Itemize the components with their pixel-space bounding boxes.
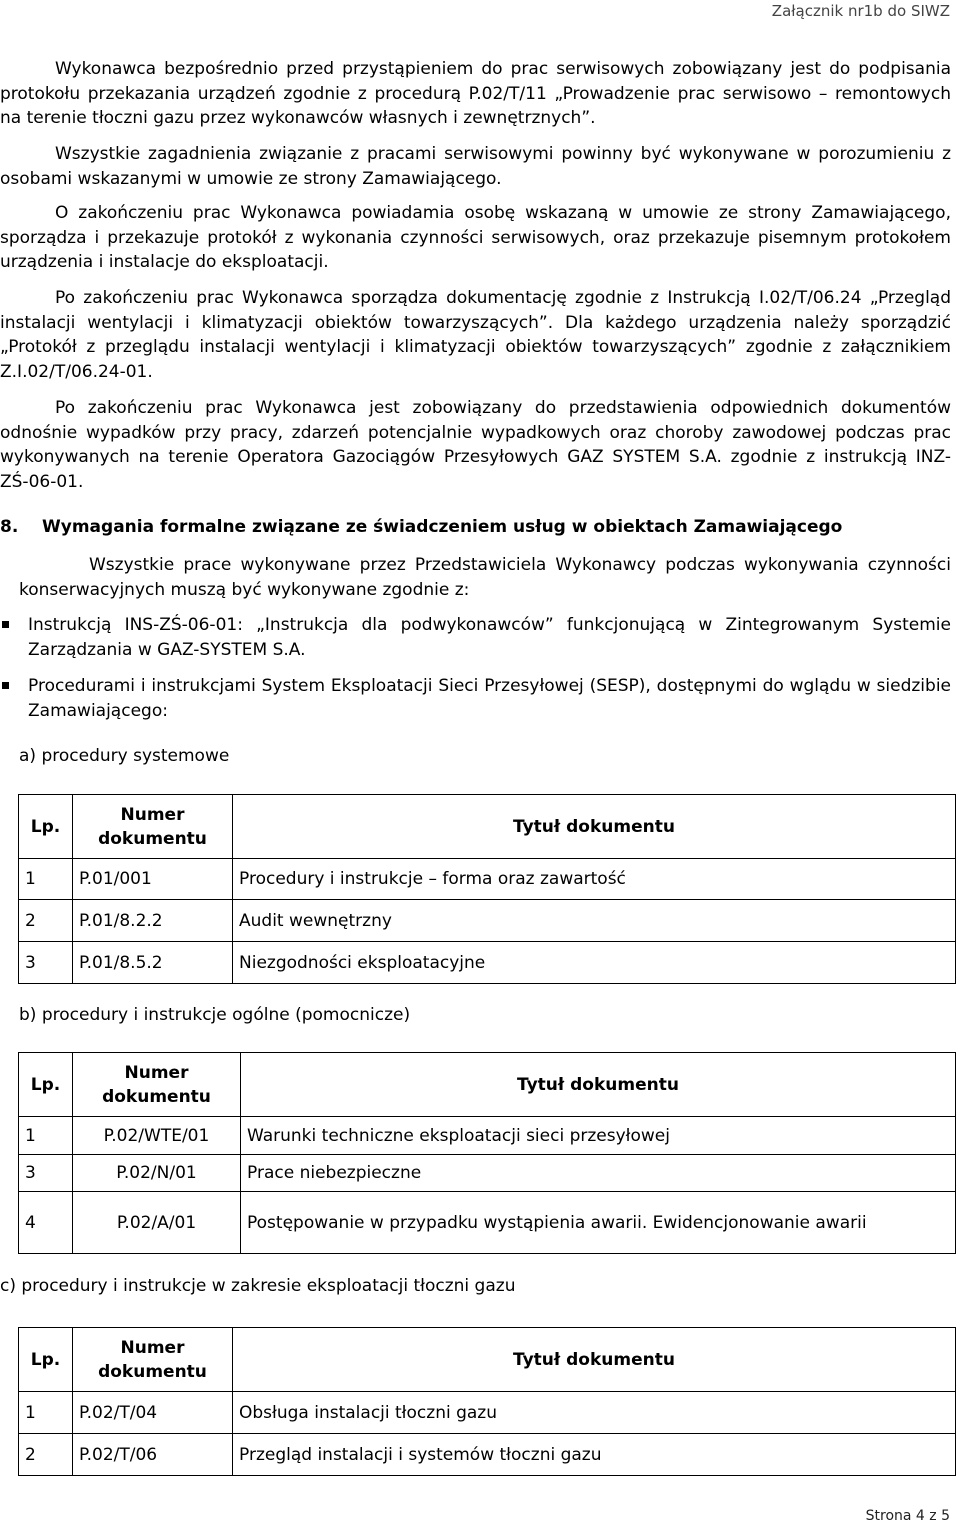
table-cell: Niezgodności eksploatacyjne xyxy=(233,942,956,984)
table-cell: P.01/8.5.2 xyxy=(73,942,233,984)
list-item xyxy=(0,613,951,662)
table-row xyxy=(19,900,956,942)
list-item-text: Instrukcją INS-ZŚ-06-01: „Instrukcja dla podwykonawców” funkcjonującą w Zintegrowanym Systemie Zarządzania w GAZ-SYSTEM S.A. xyxy=(28,615,951,660)
bullet-square-icon xyxy=(2,621,9,628)
table-system-procedures xyxy=(18,794,956,984)
column-header: Tytuł dokumentu xyxy=(241,1053,956,1117)
table-cell: Przegląd instalacji i systemów tłoczni gazu xyxy=(233,1434,956,1476)
table-cell: 3 xyxy=(19,942,73,984)
table-cell: 2 xyxy=(19,900,73,942)
section-heading xyxy=(0,517,842,537)
attachment-note: Załącznik nr1b do SIWZ xyxy=(771,2,950,20)
section-title: Wymagania formalne związane ze świadczeniem usług w obiektach Zamawiającego xyxy=(42,517,843,537)
table-cell: 3 xyxy=(19,1155,73,1192)
list-item xyxy=(0,674,951,723)
table-cell: P.01/8.2.2 xyxy=(73,900,233,942)
table-caption-a: a) procedury systemowe xyxy=(19,746,230,766)
table-cell: 1 xyxy=(19,1117,73,1155)
column-header: Lp. xyxy=(19,795,73,859)
table-row xyxy=(19,859,956,900)
table-header-row xyxy=(19,1328,956,1392)
paragraph-completion-notice: O zakończeniu prac Wykonawca powiadamia osobę wskazaną w umowie ze strony Zamawiającego, sporządza i przekazuje protokół z wykonania czynności serwisowych, oraz przekazuje pisemnym protokołem urządzenia i instalacje do eksploatacji. xyxy=(0,203,951,272)
table-row xyxy=(19,1392,956,1434)
table-cell: P.02/WTE/01 xyxy=(73,1117,241,1155)
table-cell: P.02/T/06 xyxy=(73,1434,233,1476)
table-caption-b: b) procedury i instrukcje ogólne (pomocnicze) xyxy=(19,1005,411,1025)
paragraph-accident-documents: Po zakończeniu prac Wykonawca jest zobowiązany do przedstawienia odpowiednich dokumentów odnośnie wypadków przy pracy, zdarzeń potencjalnie wypadkowych oraz choroby zawodowej podczas prac wykonywanych na terenie Operatora Gazociągów Przesyłowych GAZ SYSTEM S.A. zgodnie z instrukcją INZ-ZŚ-06-01. xyxy=(0,398,951,492)
list-item-text: Procedurami i instrukcjami System Eksploatacji Sieci Przesyłowej (SESP), dostępnymi do wglądu w siedzibie Zamawiającego: xyxy=(28,676,951,721)
column-header: Lp. xyxy=(19,1053,73,1117)
table-cell: P.02/T/04 xyxy=(73,1392,233,1434)
table-cell: 1 xyxy=(19,859,73,900)
table-cell: P.02/N/01 xyxy=(73,1155,241,1192)
table-caption-c: c) procedury i instrukcje w zakresie eksploatacji tłoczni gazu xyxy=(0,1276,516,1296)
column-header: Tytuł dokumentu xyxy=(233,1328,956,1392)
section-number: 8. xyxy=(0,517,19,537)
table-cell: 2 xyxy=(19,1434,73,1476)
table-cell: P.01/001 xyxy=(73,859,233,900)
table-row xyxy=(19,1192,956,1254)
table-general-procedures xyxy=(18,1052,956,1254)
table-header-row xyxy=(19,1053,956,1117)
table-compressor-procedures xyxy=(18,1327,956,1476)
table-row xyxy=(19,942,956,984)
section-intro: Wszystkie prace wykonywane przez Przedstawiciela Wykonawcy podczas wykonywania czynności konserwacyjnych muszą być wykonywane zgodnie z: xyxy=(19,555,951,600)
paragraph-documentation: Po zakończeniu prac Wykonawca sporządza dokumentację zgodnie z Instrukcją I.02/T/06.24 „Przegląd instalacji wentylacji i klimatyzacji obiektów towarzyszących”. Dla każdego urządzenia należy sporządzić „Protokół z przeglądu instalacji wentylacji i klimatyzacji obiektów towarzyszących” zgodnie z załącznikiem Z.I.02/T/06.24-01. xyxy=(0,288,951,382)
table-cell: P.02/A/01 xyxy=(73,1192,241,1254)
table-header-row xyxy=(19,795,956,859)
table-cell: 4 xyxy=(19,1192,73,1254)
table-cell: Procedury i instrukcje – forma oraz zawartość xyxy=(233,859,956,900)
column-header: Tytuł dokumentu xyxy=(233,795,956,859)
table-cell: Obsługa instalacji tłoczni gazu xyxy=(233,1392,956,1434)
table-row xyxy=(19,1155,956,1192)
paragraph-protocol-handover: Wykonawca bezpośrednio przed przystąpieniem do prac serwisowych zobowiązany jest do podpisania protokołu przekazania urządzeń zgodnie z procedurą P.02/T/11 „Prowadzenie prac serwisowo – remontowych na terenie tłoczni gazu przez wykonawców własnych i zewnętrznych”. xyxy=(0,59,951,128)
column-header: Numer dokumentu xyxy=(73,795,233,859)
column-header: Numer dokumentu xyxy=(73,1053,241,1117)
table-row xyxy=(19,1434,956,1476)
table-cell: Warunki techniczne eksploatacji sieci przesyłowej xyxy=(241,1117,956,1155)
column-header: Numer dokumentu xyxy=(73,1328,233,1392)
table-cell: Postępowanie w przypadku wystąpienia awarii. Ewidencjonowanie awarii xyxy=(241,1192,956,1254)
table-cell: Audit wewnętrzny xyxy=(233,900,956,942)
paragraph-coordination: Wszystkie zagadnienia związanie z pracami serwisowymi powinny być wykonywane w porozumieniu z osobami wskazanymi w umowie ze strony Zamawiającego. xyxy=(0,144,951,189)
table-cell: 1 xyxy=(19,1392,73,1434)
column-header: Lp. xyxy=(19,1328,73,1392)
table-cell: Prace niebezpieczne xyxy=(241,1155,956,1192)
bullet-square-icon xyxy=(2,682,9,689)
page-number: Strona 4 z 5 xyxy=(865,1508,950,1524)
table-row xyxy=(19,1117,956,1155)
